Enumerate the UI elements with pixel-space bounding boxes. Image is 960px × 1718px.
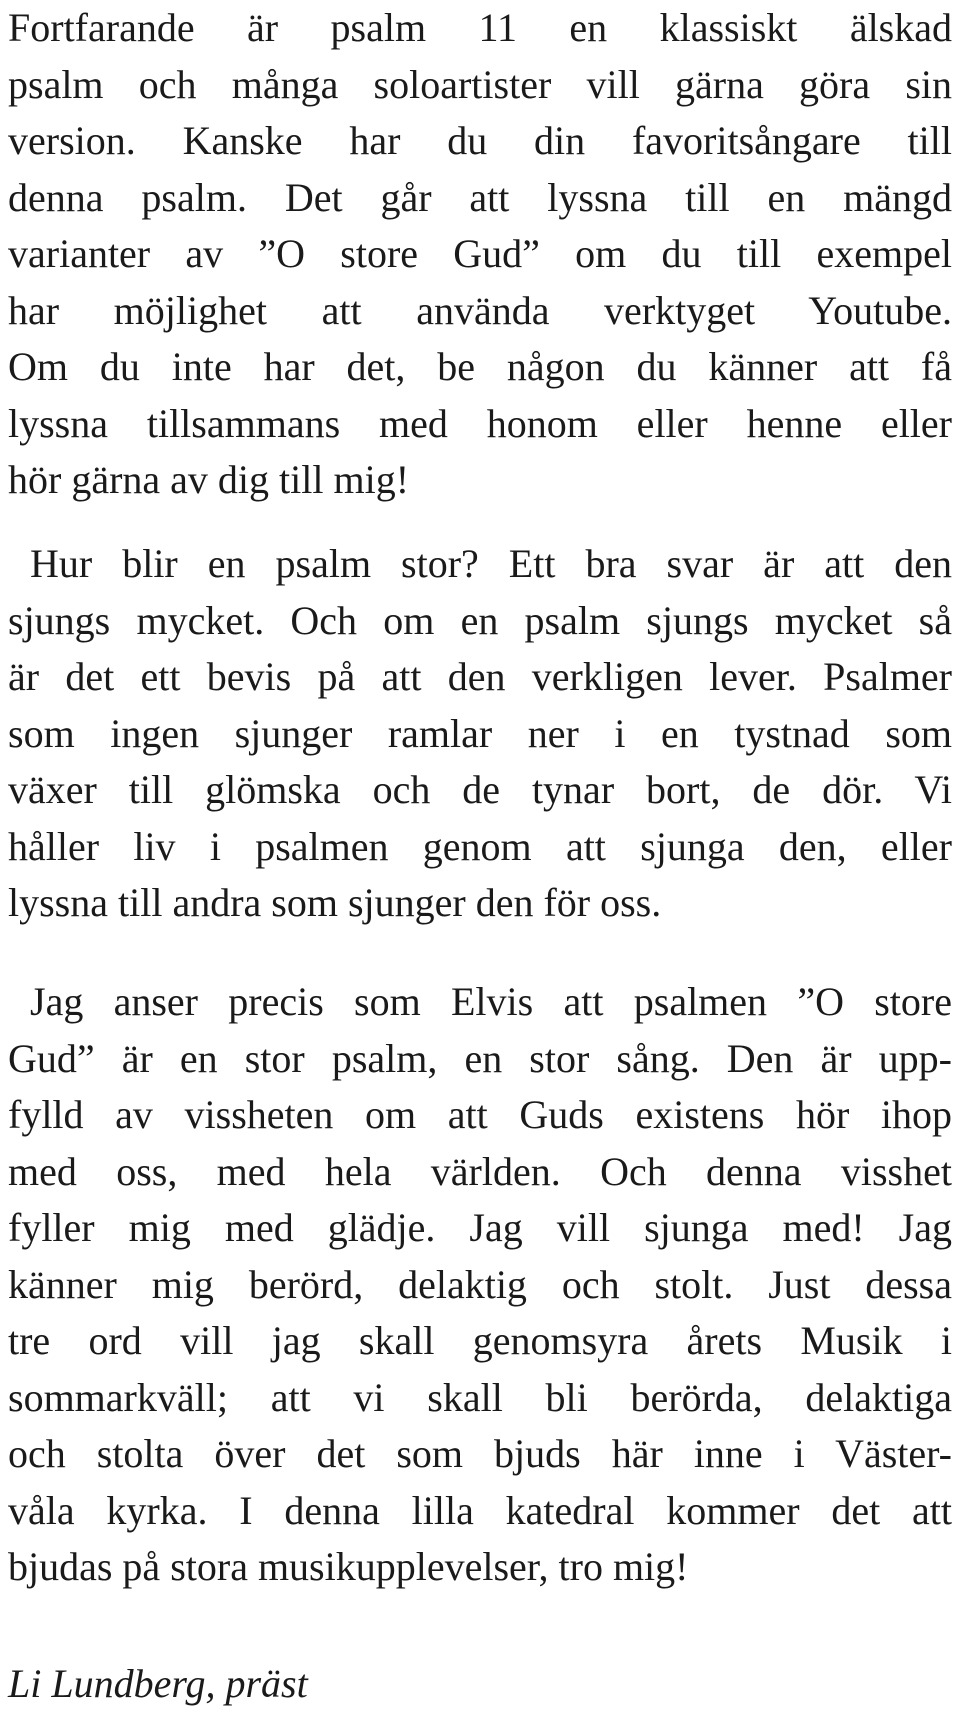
text-line: fyller mig med glädje. Jag vill sjunga med! Jag (8, 1205, 952, 1250)
text-line: känner mig berörd, delaktig och stolt. Just dessa (8, 1261, 952, 1307)
text-line: fylld av vissheten om att Guds existens hör ihop (8, 1092, 952, 1137)
paragraph-o-store-gud (8, 974, 952, 1596)
text-line: lyssna till andra som sjunger den för oss. (8, 880, 662, 925)
text-line: växer till glömska och de tynar bort, de dör. Vi (8, 767, 952, 812)
text-line: lyssna tillsammans med honom eller henne eller (8, 400, 952, 446)
text-line: har möjlighet att använda verktyget Youtube. (8, 287, 952, 333)
text-line: håller liv i psalmen genom att sjunga den, eller (8, 823, 952, 869)
text-line: är det ett bevis på att den verkligen lever. Psalmer (8, 654, 952, 699)
text-line: Gud” är en stor psalm, en stor sång. Den är upp- (8, 1035, 952, 1081)
text-line: våla kyrka. I denna lilla katedral kommer det att (8, 1487, 952, 1533)
text-line: version. Kanske har du din favoritsångare till (8, 118, 952, 163)
text-line: sjungs mycket. Och om en psalm sjungs mycket så (8, 597, 952, 643)
text-line: Hur blir en psalm stor? Ett bra svar är att den (30, 541, 952, 586)
text-line: med oss, med hela världen. Och denna visshet (8, 1148, 952, 1194)
text-line: psalm och många soloartister vill gärna göra sin (8, 61, 952, 107)
text-line: som ingen sjunger ramlar ner i en tystnad som (8, 710, 952, 756)
paragraph-psalm-11 (8, 0, 952, 509)
signature: Li Lundberg, präst (8, 1661, 308, 1706)
paragraph-big-psalm (8, 536, 952, 932)
text-line: hör gärna av dig till mig! (8, 457, 410, 502)
text-line: tre ord vill jag skall genomsyra årets Musik i (8, 1318, 952, 1363)
text-line: Om du inte har det, be någon du känner att få (8, 344, 952, 389)
text-line: sommarkväll; att vi skall bli berörda, delaktiga (8, 1374, 952, 1420)
text-line: Fortfarande är psalm 11 en klassiskt älskad (8, 5, 952, 50)
text-line: bjudas på stora musikupplevelser, tro mig! (8, 1544, 689, 1589)
text-line: denna psalm. Det går att lyssna till en mängd (8, 174, 952, 220)
text-line: och stolta över det som bjuds här inne i Väster- (8, 1431, 952, 1476)
text-line: varianter av ”O store Gud” om du till exempel (8, 231, 952, 276)
text-line: Jag anser precis som Elvis att psalmen ”O store (30, 979, 952, 1024)
